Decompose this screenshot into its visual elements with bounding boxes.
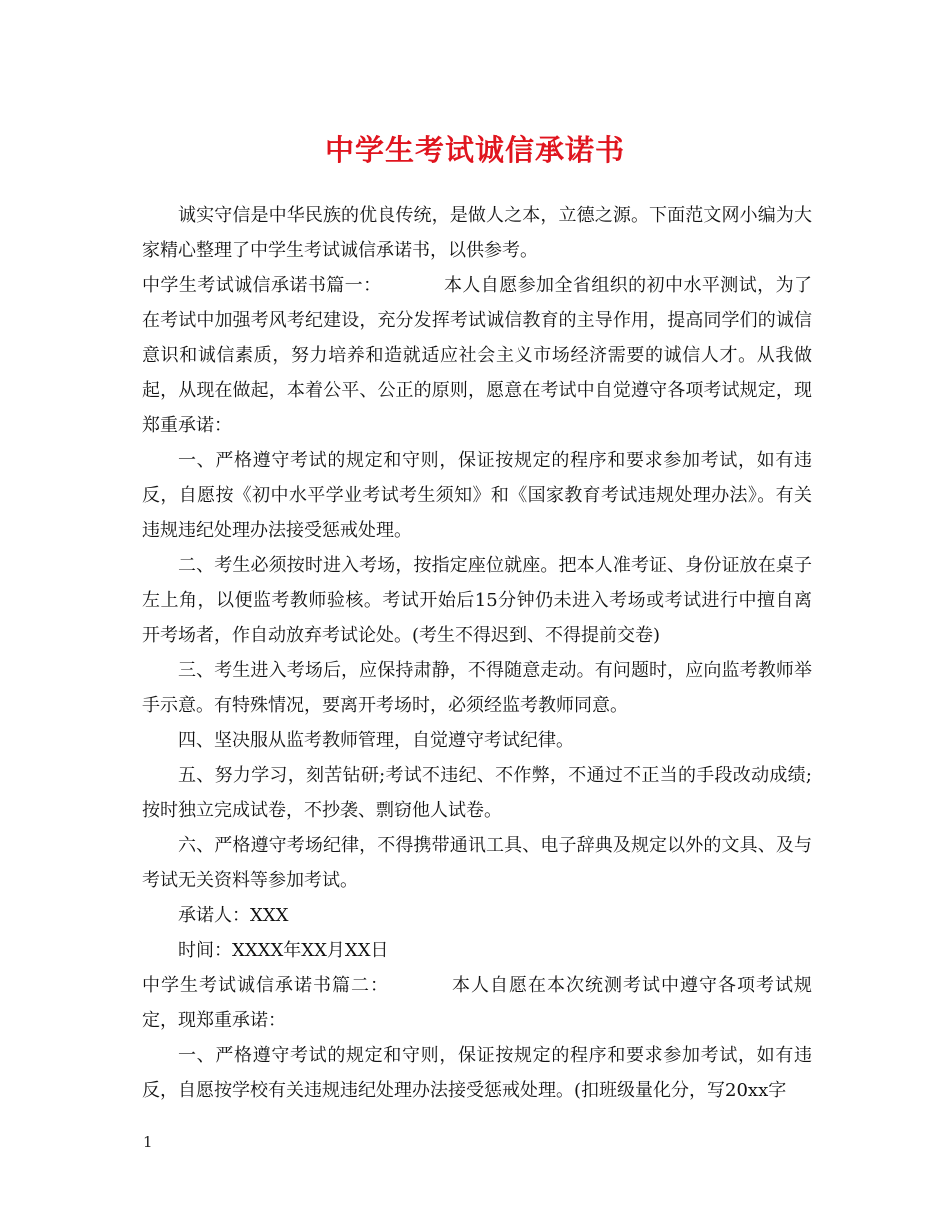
section-1-heading: 中学生考试诚信承诺书篇一： xyxy=(142,275,382,296)
page-number: 1 xyxy=(143,1133,153,1151)
section-1-item: 三、考生进入考场后，应保持肃静，不得随意走动。有问题时，应向监考教师举手示意。有特殊情况，要离开考场时，必须经监考教师同意。 xyxy=(142,660,812,716)
section-1-paragraph xyxy=(142,268,812,443)
section-2-heading: 中学生考试诚信承诺书篇二： xyxy=(142,975,389,996)
section-1-item: 二、考生必须按时进入考场，按指定座位就座。把本人准考证、身份证放在桌子左上角，以便监考教师验核。考试开始后15分钟仍未进入考场或考试进行中擅自离开考场者，作自动放弃考试论处。(考生不得迟到、不得提前交卷) xyxy=(142,555,812,646)
section-2-item: 一、严格遵守考试的规定和守则，保证按规定的程序和要求参加考试，如有违反，自愿按学校有关违规违纪处理办法接受惩戒处理。(扣班级量化分，写20xx字 xyxy=(142,1045,812,1101)
section-1-item: 六、严格遵守考场纪律，不得携带通讯工具、电子辞典及规定以外的文具、及与考试无关资料等参加考试。 xyxy=(142,835,812,891)
section-1-item: 一、严格遵守考试的规定和守则，保证按规定的程序和要求参加考试，如有违反，自愿按《初中水平学业考试考生须知》和《国家教育考试违规处理办法》。有关违规违纪处理办法接受惩戒处理。 xyxy=(142,450,812,541)
section-2-paragraph xyxy=(142,968,812,1038)
section-1-item: 五、努力学习，刻苦钻研;考试不违纪、不作弊，不通过不正当的手段改动成绩;按时独立完成试卷，不抄袭、剽窃他人试卷。 xyxy=(142,765,812,821)
document-body xyxy=(142,198,812,1108)
section-1-item: 四、坚决服从监考教师管理，自觉遵守考试纪律。 xyxy=(178,730,574,751)
section-2-lead: 本人自愿在本次统测考试中遵守各项考试规定，现郑重承诺： xyxy=(142,975,812,1031)
document-title: 中学生考试诚信承诺书 xyxy=(324,133,625,167)
signer-line: 承诺人：XXX xyxy=(178,905,289,926)
intro-paragraph: 诚实守信是中华民族的优良传统，是做人之本，立德之源。下面范文网小编为大家精心整理了中学生考试诚信承诺书，以供参考。 xyxy=(142,205,812,261)
date-line: 时间：XXXX年XX月XX日 xyxy=(178,940,389,961)
section-1-lead: 本人自愿参加全省组织的初中水平测试，为了在考试中加强考风考纪建设，充分发挥考试诚信教育的主导作用，提高同学们的诚信意识和诚信素质，努力培养和造就适应社会主义市场经济需要的诚信人才。从我做起，从现在做起，本着公平、公正的原则，愿意在考试中自觉遵守各项考试规定，现郑重承诺： xyxy=(142,275,812,436)
